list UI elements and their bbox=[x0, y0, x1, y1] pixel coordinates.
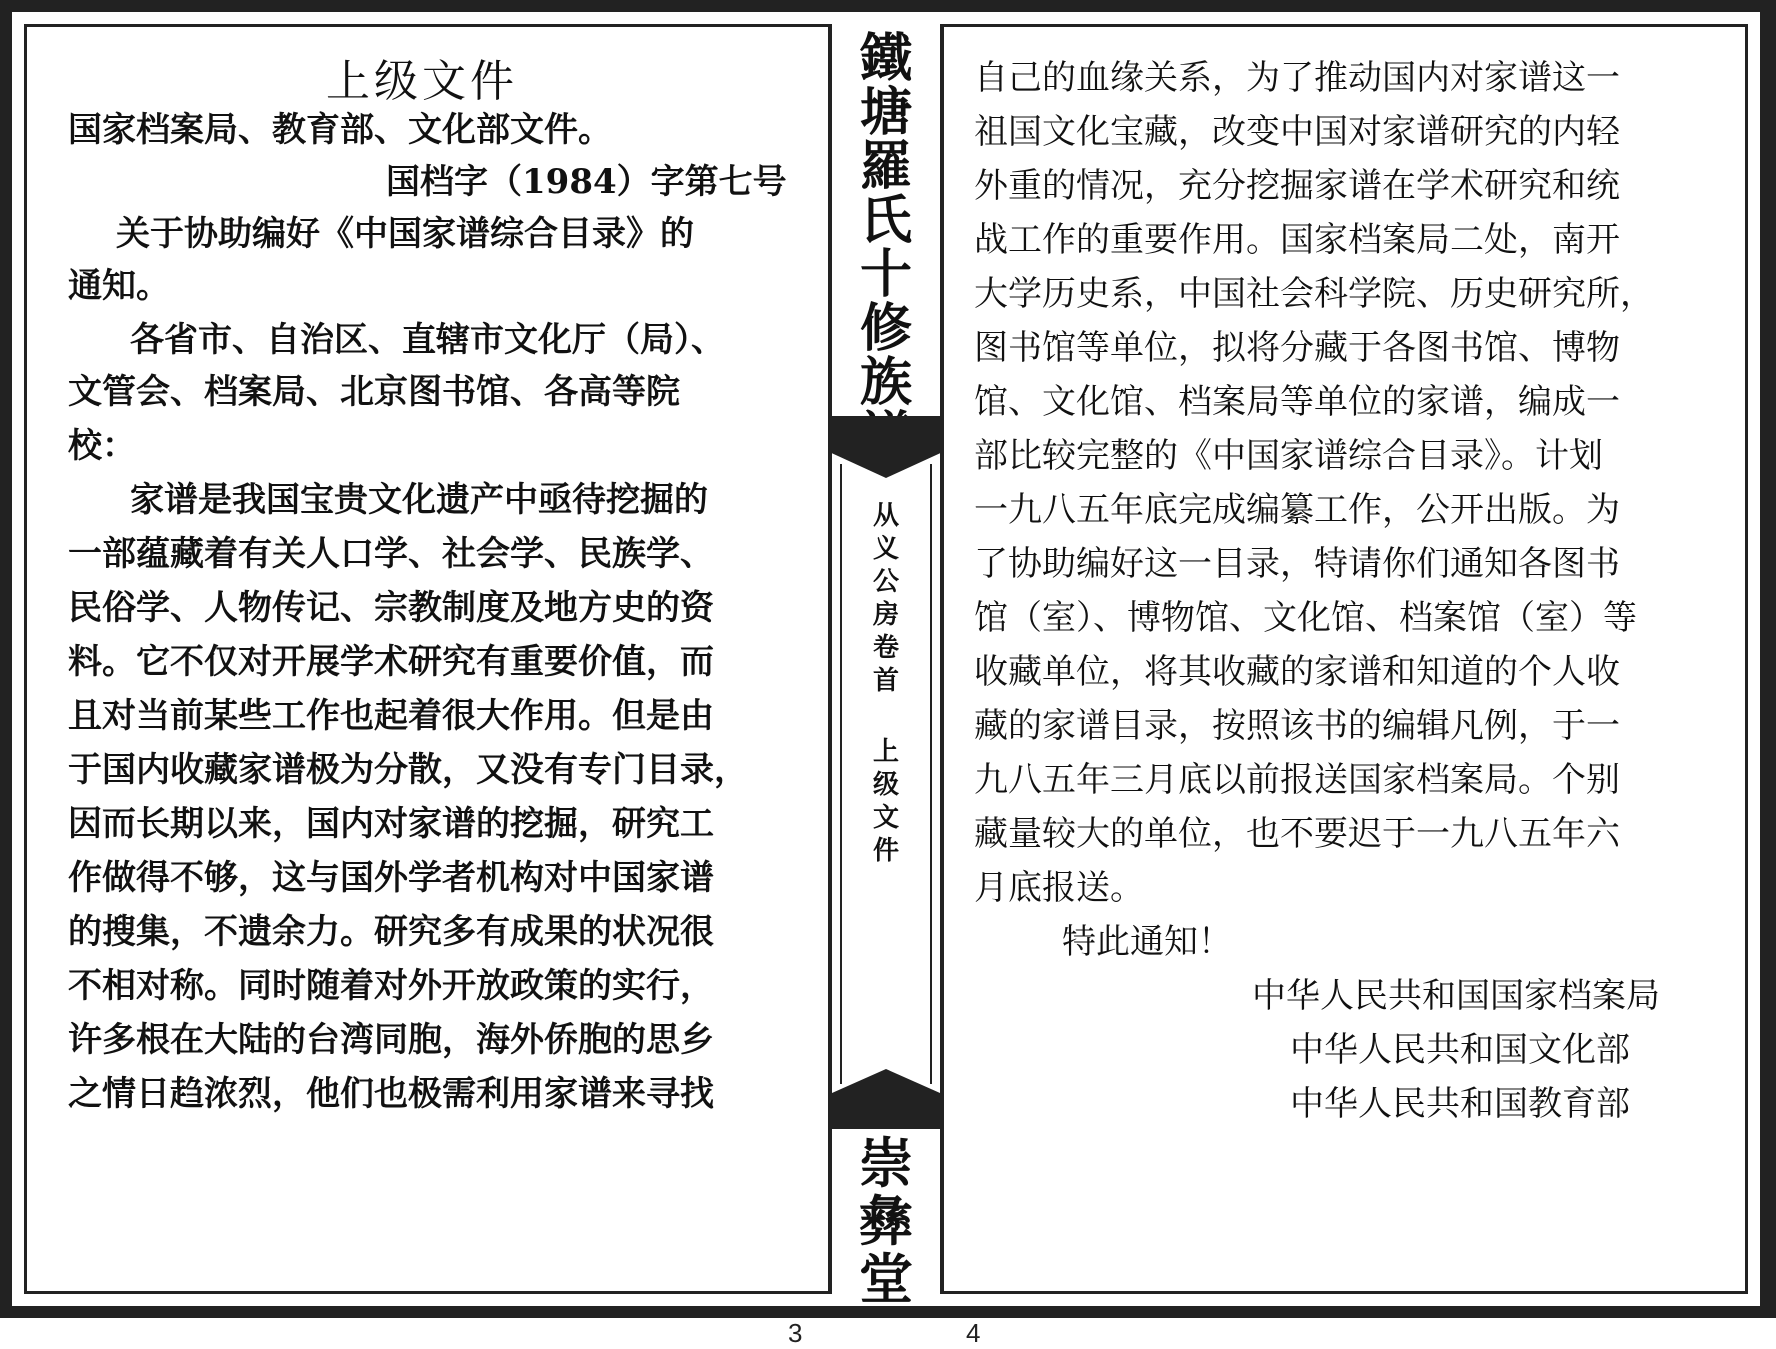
body-line: 藏量较大的单位，也不要迟于一九八五年六 bbox=[974, 814, 1620, 854]
signature-ministry-culture: 中华人民共和国文化部 bbox=[1290, 1030, 1630, 1070]
signature-ministry-education: 中华人民共和国教育部 bbox=[1290, 1084, 1630, 1124]
spine-title-char: 塘 bbox=[859, 82, 912, 143]
body-line: 之情日趋浓烈，他们也极需利用家谱来寻找 bbox=[68, 1074, 714, 1114]
spine-volume-char: 从 bbox=[872, 501, 899, 531]
closing-notice: 特此通知！ bbox=[1062, 922, 1232, 962]
recipients-line: 校： bbox=[68, 426, 136, 466]
body-line: 家谱是我国宝贵文化遗产中亟待挖掘的 bbox=[130, 480, 708, 520]
spine-section-char: 上 bbox=[872, 737, 899, 767]
body-line: 外重的情况，充分挖掘家谱在学术研究和统 bbox=[974, 166, 1620, 206]
page-heading: 上级文件 bbox=[326, 56, 518, 107]
body-line: 藏的家谱目录，按照该书的编辑凡例，于一 bbox=[974, 706, 1620, 746]
body-line: 料。它不仅对开展学术研究有重要价值，而 bbox=[68, 642, 714, 682]
book-spine bbox=[828, 24, 944, 1311]
body-line: 的搜集，不遗余力。研究多有成果的状况很 bbox=[68, 912, 714, 952]
spine-hall-name bbox=[832, 1131, 940, 1311]
body-line: 于国内收藏家谱极为分散，又没有专门目录， bbox=[68, 750, 748, 790]
spine-title-char: 鐵 bbox=[859, 28, 912, 89]
body-line: 图书馆等单位，拟将分藏于各图书馆、博物 bbox=[974, 328, 1620, 368]
body-line: 许多根在大陆的台湾同胞，海外侨胞的思乡 bbox=[68, 1020, 714, 1060]
body-line: 一部蕴藏着有关人口学、社会学、民族学、 bbox=[68, 534, 714, 574]
signature-archives-bureau: 中华人民共和国国家档案局 bbox=[1252, 976, 1660, 1016]
body-line: 自己的血缘关系，为了推动国内对家谱这一 bbox=[974, 58, 1620, 98]
document-number: 国档字（1984）字第七号 bbox=[386, 162, 787, 202]
body-line: 祖国文化宝藏，改变中国对家谱研究的内轻 bbox=[974, 112, 1620, 152]
spine-title-char: 氏 bbox=[859, 190, 912, 251]
spine-section-char: 级 bbox=[872, 770, 899, 800]
spine-section-char: 件 bbox=[872, 836, 899, 866]
spine-section-label bbox=[832, 736, 940, 868]
notice-title-continued: 通知。 bbox=[68, 266, 170, 306]
recipients-line: 各省市、自治区、直辖市文化厅（局）、 bbox=[130, 320, 725, 360]
body-line: 不相对称。同时随着对外开放政策的实行， bbox=[68, 966, 714, 1006]
body-line: 馆（室）、博物馆、文化馆、档案馆（室）等 bbox=[974, 598, 1637, 638]
spine-title-char: 十 bbox=[859, 244, 912, 305]
body-line: 一九八五年底完成编纂工作，公开出版。为 bbox=[974, 490, 1620, 530]
notice-title: 关于协助编好《中国家谱综合目录》的 bbox=[116, 214, 694, 254]
spine-title bbox=[832, 28, 940, 413]
body-line: 收藏单位，将其收藏的家谱和知道的个人收 bbox=[974, 652, 1620, 692]
page-number-left: 3 bbox=[788, 1318, 803, 1348]
spine-section-char: 文 bbox=[872, 803, 899, 833]
spine-volume-char: 义 bbox=[872, 534, 899, 564]
body-line: 民俗学、人物传记、宗教制度及地方史的资 bbox=[68, 588, 714, 628]
body-line: 战工作的重要作用。国家档案局二处，南开 bbox=[974, 220, 1620, 260]
spine-volume-label bbox=[832, 500, 940, 698]
body-line: 九八五年三月底以前报送国家档案局。个别 bbox=[974, 760, 1620, 800]
body-line: 了协助编好这一目录，特请你们通知各图书 bbox=[974, 544, 1620, 584]
spine-hall-char: 崇 bbox=[859, 1131, 913, 1195]
spine-volume-char: 公 bbox=[872, 567, 899, 597]
spine-title-char: 羅 bbox=[859, 136, 912, 197]
body-line: 且对当前某些工作也起着很大作用。但是由 bbox=[68, 696, 714, 736]
issuer-line: 国家档案局、教育部、文化部文件。 bbox=[68, 110, 612, 150]
left-page bbox=[56, 48, 816, 1278]
spine-volume-char: 房 bbox=[872, 600, 899, 630]
body-line: 馆、文化馆、档案局等单位的家谱，编成一 bbox=[974, 382, 1620, 422]
body-line: 因而长期以来，国内对家谱的挖掘，研究工 bbox=[68, 804, 714, 844]
spine-title-char: 族 bbox=[859, 352, 912, 413]
spine-volume-char: 卷 bbox=[872, 633, 899, 663]
spine-title-char: 修 bbox=[859, 298, 912, 359]
body-line: 作做得不够，这与国外学者机构对中国家谱 bbox=[68, 858, 714, 898]
spine-volume-char: 首 bbox=[872, 666, 899, 696]
recipients-line: 文管会、档案局、北京图书馆、各高等院 bbox=[68, 372, 680, 412]
right-page bbox=[956, 48, 1736, 1278]
body-line: 大学历史系，中国社会科学院、历史研究所， bbox=[974, 274, 1654, 314]
spine-hall-char: 彝 bbox=[859, 1189, 913, 1253]
spine-hall-char: 堂 bbox=[859, 1247, 913, 1311]
page-number-right: 4 bbox=[966, 1318, 981, 1348]
body-line: 月底报送。 bbox=[974, 868, 1144, 908]
body-line: 部比较完整的《中国家谱综合目录》。计划 bbox=[974, 436, 1603, 476]
